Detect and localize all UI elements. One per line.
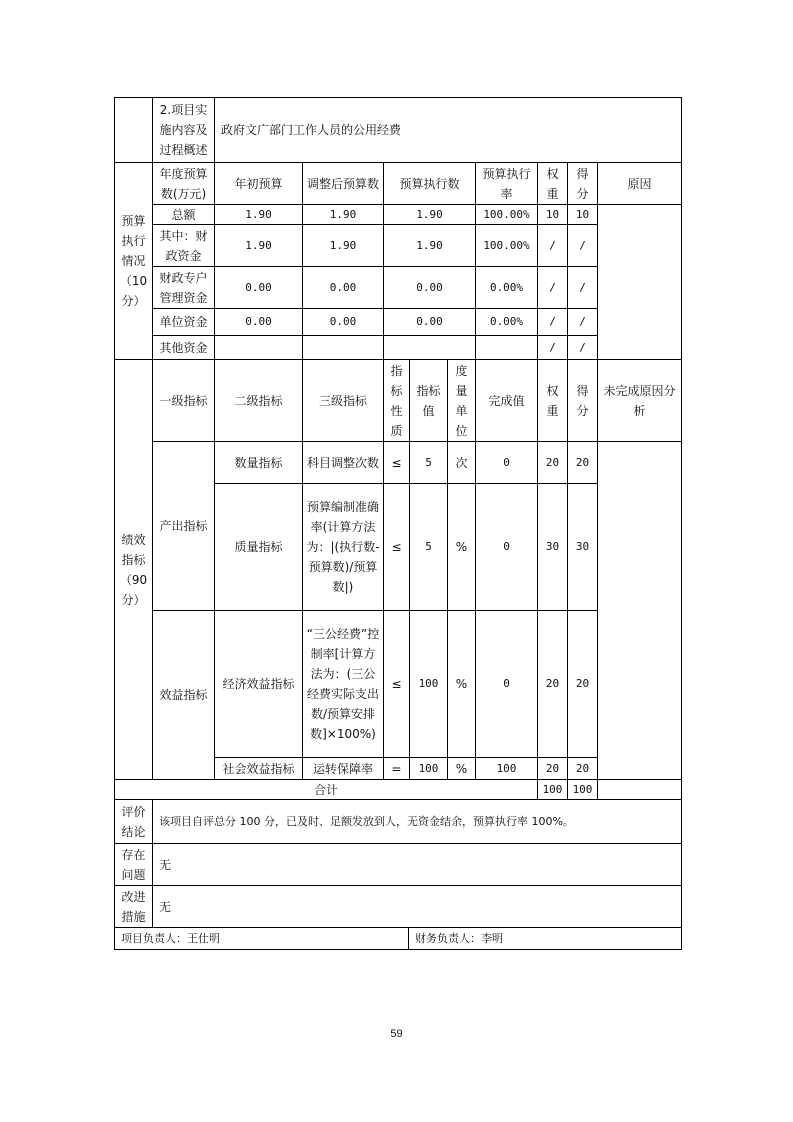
perf-row-unit: % xyxy=(448,484,476,611)
total-label: 合计 xyxy=(115,780,538,800)
perf-row-weight: 20 xyxy=(538,442,568,484)
perf-row-nature: = xyxy=(384,758,410,780)
perf-row-unit: % xyxy=(448,611,476,758)
budget-row-weight: 10 xyxy=(538,205,568,225)
budget-row-weight: / xyxy=(538,225,568,267)
budget-row-adjusted: 1.90 xyxy=(303,205,384,225)
budget-row-executed: 0.00 xyxy=(384,267,476,309)
budget-row-name: 其他资金 xyxy=(153,336,215,360)
budget-row-name: 单位资金 xyxy=(153,309,215,336)
budget-row-weight: / xyxy=(538,336,568,360)
perf-row-weight: 20 xyxy=(538,611,568,758)
perf-header-reason: 未完成原因分析 xyxy=(598,360,681,442)
budget-row-executed: 0.00 xyxy=(384,309,476,336)
budget-row-rate: 0.00% xyxy=(476,309,538,336)
total-weight: 100 xyxy=(538,780,568,800)
perf-row-value: 100 xyxy=(410,611,448,758)
budget-row-initial: 1.90 xyxy=(215,225,303,267)
budget-row-initial: 1.90 xyxy=(215,205,303,225)
budget-row-weight: / xyxy=(538,309,568,336)
perf-row-unit: 次 xyxy=(448,442,476,484)
perf-row-level2: 质量指标 xyxy=(215,484,303,611)
budget-header-initial: 年初预算 xyxy=(215,163,303,205)
perf-row-score: 20 xyxy=(568,758,598,780)
perf-header-level2: 二级指标 xyxy=(215,360,303,442)
budget-row-weight: / xyxy=(538,267,568,309)
total-reason-cell xyxy=(598,780,681,800)
perf-row-score: 20 xyxy=(568,611,598,758)
perf-row-value: 5 xyxy=(410,484,448,611)
budget-row-score: / xyxy=(568,309,598,336)
perf-row-value: 100 xyxy=(410,758,448,780)
perf-row-level3: 运转保障率 xyxy=(303,758,384,780)
budget-row-initial: 0.00 xyxy=(215,309,303,336)
budget-header-amount: 年度预算数(万元) xyxy=(153,163,215,205)
improvements-text: 无 xyxy=(153,886,681,928)
perf-row-level2: 社会效益指标 xyxy=(215,758,303,780)
budget-row-name: 财政专户管理资金 xyxy=(153,267,215,309)
budget-row-executed xyxy=(384,336,476,360)
perf-row-actual: 0 xyxy=(476,611,538,758)
perf-reason-cell xyxy=(598,442,681,780)
perf-row-score: 30 xyxy=(568,484,598,611)
perf-header-nature: 指标性质 xyxy=(384,360,410,442)
total-score: 100 xyxy=(568,780,598,800)
budget-reason-cell xyxy=(598,205,681,360)
perf-row-actual: 0 xyxy=(476,484,538,611)
perf-row-nature: ≤ xyxy=(384,442,410,484)
evaluation-label: 评价结论 xyxy=(115,800,153,844)
budget-row-adjusted xyxy=(303,336,384,360)
budget-row-rate: 0.00% xyxy=(476,267,538,309)
budget-header-rate: 预算执行率 xyxy=(476,163,538,205)
budget-row-name: 总额 xyxy=(153,205,215,225)
perf-header-actual: 完成值 xyxy=(476,360,538,442)
perf-row-actual: 100 xyxy=(476,758,538,780)
project-lead-signature: 项目负责人：王仕明 xyxy=(115,928,409,949)
budget-row-rate: 100.00% xyxy=(476,205,538,225)
budget-row-executed: 1.90 xyxy=(384,205,476,225)
performance-section-label: 绩效指标（90分） xyxy=(115,360,153,780)
budget-header-adjusted: 调整后预算数 xyxy=(303,163,384,205)
perf-row-actual: 0 xyxy=(476,442,538,484)
issues-label: 存在问题 xyxy=(115,844,153,886)
budget-row-score: / xyxy=(568,225,598,267)
budget-header-weight: 权重 xyxy=(538,163,568,205)
perf-header-unit: 度量单位 xyxy=(448,360,476,442)
budget-row-score: / xyxy=(568,267,598,309)
perf-row-nature: ≤ xyxy=(384,484,410,611)
finance-lead-signature: 财务负责人：李明 xyxy=(415,931,503,945)
budget-row-name: 其中：财政资金 xyxy=(153,225,215,267)
perf-row-level3: 科目调整次数 xyxy=(303,442,384,484)
perf-row-unit: % xyxy=(448,758,476,780)
budget-row-rate xyxy=(476,336,538,360)
perf-row-level3: “三公经费”控制率[计算方法为：(三公经费实际支出数/预算安排数]×100%) xyxy=(303,611,384,758)
perf-level1-benefit: 效益指标 xyxy=(153,611,215,780)
evaluation-text: 该项目自评总分 100 分，已及时、足额发放到人，无资金结余，预算执行率 100%。 xyxy=(153,800,681,844)
budget-row-adjusted: 1.90 xyxy=(303,225,384,267)
perf-row-weight: 20 xyxy=(538,758,568,780)
overview-content: 政府文广部门工作人员的公用经费 xyxy=(215,98,681,163)
overview-blank-cell xyxy=(115,98,153,163)
perf-row-score: 20 xyxy=(568,442,598,484)
budget-section-label: 预算执行情况（10分） xyxy=(115,163,153,360)
performance-self-evaluation-table xyxy=(114,97,682,950)
perf-header-weight: 权重 xyxy=(538,360,568,442)
perf-header-score: 得分 xyxy=(568,360,598,442)
perf-row-nature: ≤ xyxy=(384,611,410,758)
perf-header-level3: 三级指标 xyxy=(303,360,384,442)
perf-row-level2: 经济效益指标 xyxy=(215,611,303,758)
perf-header-level1: 一级指标 xyxy=(153,360,215,442)
budget-row-adjusted: 0.00 xyxy=(303,309,384,336)
budget-row-rate: 100.00% xyxy=(476,225,538,267)
budget-row-executed: 1.90 xyxy=(384,225,476,267)
budget-header-reason: 原因 xyxy=(598,163,681,205)
issues-text: 无 xyxy=(153,844,681,886)
perf-level1-output: 产出指标 xyxy=(153,442,215,611)
budget-row-initial xyxy=(215,336,303,360)
budget-row-initial: 0.00 xyxy=(215,267,303,309)
improvements-label: 改进措施 xyxy=(115,886,153,928)
budget-row-score: / xyxy=(568,336,598,360)
perf-header-value: 指标值 xyxy=(410,360,448,442)
budget-row-score: 10 xyxy=(568,205,598,225)
perf-row-level2: 数量指标 xyxy=(215,442,303,484)
perf-row-weight: 30 xyxy=(538,484,568,611)
budget-row-adjusted: 0.00 xyxy=(303,267,384,309)
page-number: 59 xyxy=(390,1028,403,1040)
perf-row-level3: 预算编制准确率(计算方法为：|(执行数-预算数)/预算数|) xyxy=(303,484,384,611)
budget-header-score: 得分 xyxy=(568,163,598,205)
perf-row-value: 5 xyxy=(410,442,448,484)
overview-label: 2.项目实施内容及过程概述 xyxy=(153,98,215,163)
budget-header-executed: 预算执行数 xyxy=(384,163,476,205)
